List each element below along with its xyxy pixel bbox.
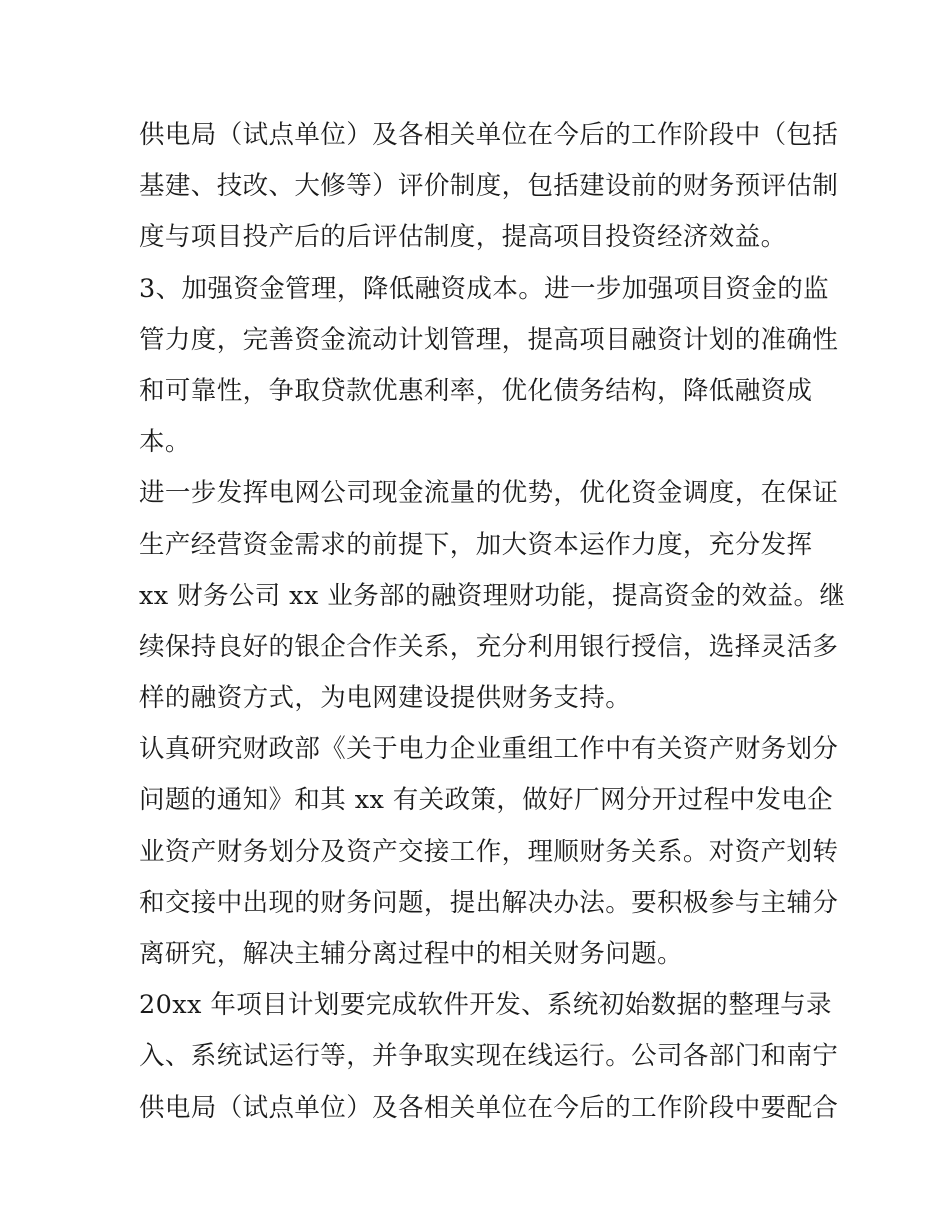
text-line: 认真研究财政部《关于电力企业重组工作中有关资产财务划分 xyxy=(139,734,839,765)
text-line: xx 财务公司 xx 业务部的融资理财功能，提高资金的效益。继 xyxy=(139,580,846,611)
text-line: 和交接中出现的财务问题，提出解决办法。要积极参与主辅分 xyxy=(139,887,839,918)
text-line: 20xx 年项目计划要完成软件开发、系统初始数据的整理与录 xyxy=(139,990,832,1021)
text-line: 样的融资方式，为电网建设提供财务支持。 xyxy=(139,683,632,714)
text-line: 续保持良好的银企合作关系，充分利用银行授信，选择灵活多 xyxy=(139,631,839,662)
text-line: 供电局（试点单位）及各相关单位在今后的工作阶段中（包括 xyxy=(139,120,839,150)
text-line: 供电局（试点单位）及各相关单位在今后的工作阶段中要配合 xyxy=(139,1092,839,1123)
body-text xyxy=(139,110,846,1134)
text-line: 度与项目投产后的后评估制度，提高项目投资经济效益。 xyxy=(139,222,787,253)
text-line: 3、加强资金管理，降低融资成本。进一步加强项目资金的监 xyxy=(139,273,830,304)
text-line: 生产经营资金需求的前提下，加大资本运作力度，充分发挥 xyxy=(139,529,813,560)
text-line: 离研究，解决主辅分离过程中的相关财务问题。 xyxy=(139,939,683,969)
text-line: 和可靠性，争取贷款优惠利率，优化债务结构，降低融资成 xyxy=(139,375,813,406)
text-line: 进一步发挥电网公司现金流量的优势，优化资金调度，在保证 xyxy=(139,478,839,509)
text-line: 管力度，完善资金流动计划管理，提高项目融资计划的准确性 xyxy=(139,324,839,355)
text-line: 本。 xyxy=(139,427,191,458)
text-line: 问题的通知》和其 xx 有关政策，做好厂网分开过程中发电企 xyxy=(139,785,834,816)
text-line: 基建、技改、大修等）评价制度，包括建设前的财务预评估制 xyxy=(139,171,839,202)
text-line: 入、系统试运行等，并争取实现在线运行。公司各部门和南宁 xyxy=(139,1041,839,1072)
text-line: 业资产财务划分及资产交接工作，理顺财务关系。对资产划转 xyxy=(139,836,839,867)
